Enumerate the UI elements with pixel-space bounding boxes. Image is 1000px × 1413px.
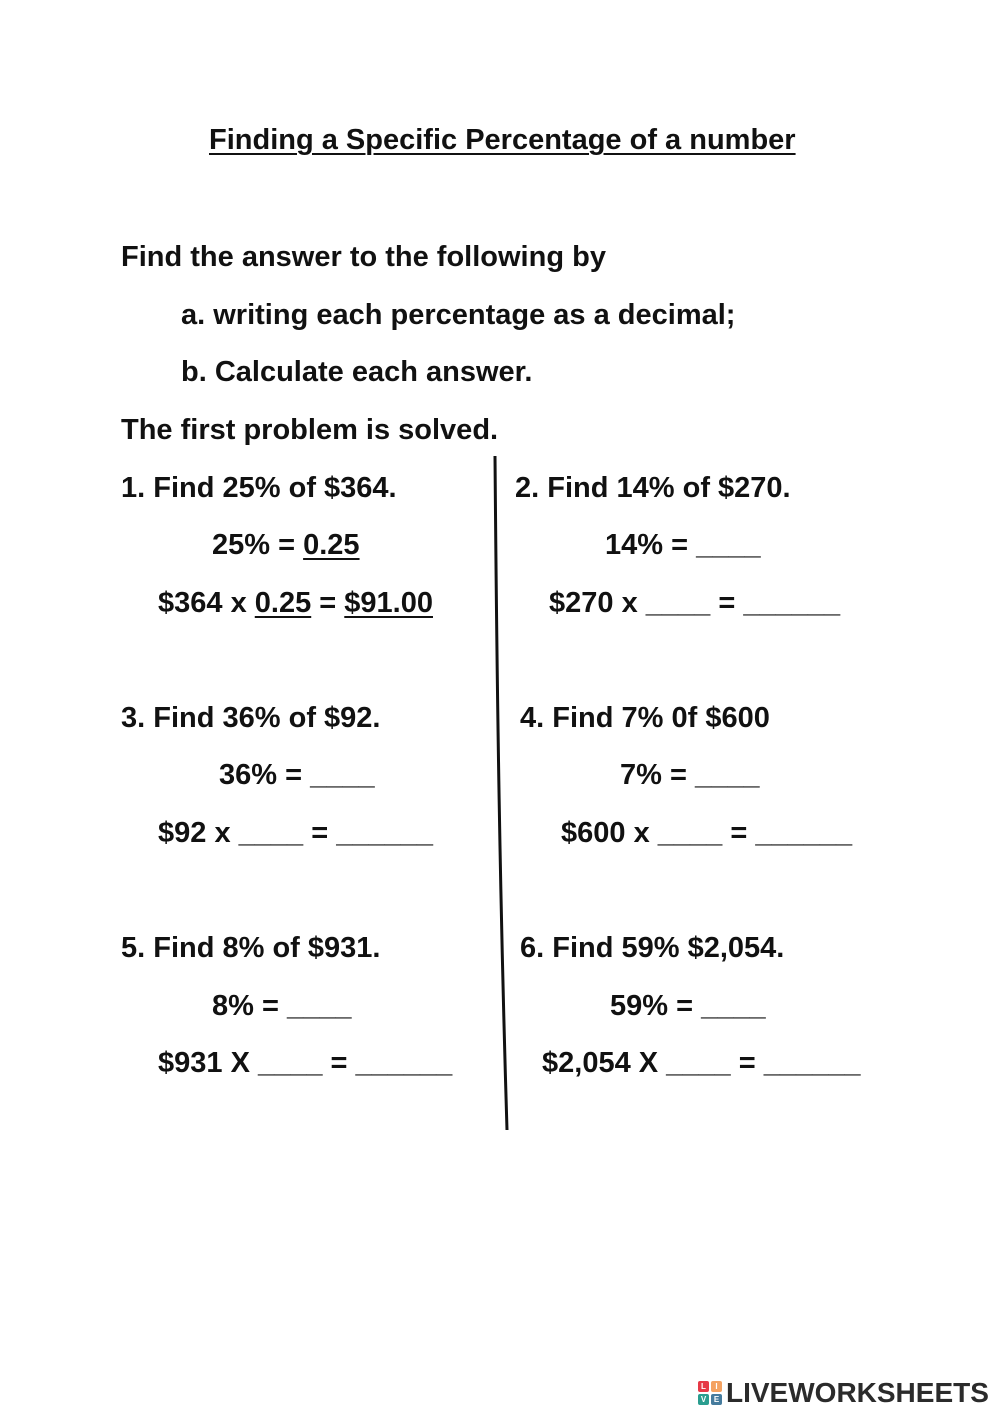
problem-1-decimal-line <box>212 531 360 560</box>
problem-1-decimal-value: 0.25 <box>303 529 360 561</box>
instructions-step-b: b. Calculate each answer. <box>181 356 533 388</box>
problem-4-question: 4. Find 7% 0f $600 <box>520 702 770 734</box>
problem-3-question: 3. Find 36% of $92. <box>121 702 381 734</box>
problem-3-calc-line[interactable]: $92 x ____ = ______ <box>158 817 433 849</box>
problem-6-calc-line[interactable]: $2,054 X ____ = ______ <box>542 1047 861 1079</box>
liveworksheets-logo-icon <box>698 1381 722 1405</box>
problem-1-calc-line <box>158 589 433 618</box>
problem-6-question: 6. Find 59% $2,054. <box>520 932 785 964</box>
problem-5-decimal-line[interactable]: 8% = ____ <box>212 990 352 1022</box>
problem-1-calc-eq: = <box>311 587 345 619</box>
problem-2-decimal-line[interactable]: 14% = ____ <box>605 529 761 561</box>
problem-4-calc-line[interactable]: $600 x ____ = ______ <box>561 817 853 849</box>
logo-letter-i: I <box>711 1381 722 1392</box>
brand-name: LIVEWORKSHEETS <box>726 1377 989 1408</box>
problem-6-decimal-line[interactable]: 59% = ____ <box>610 990 766 1022</box>
page-title: Finding a Specific Percentage of a number <box>209 124 796 156</box>
problem-3-decimal-line[interactable]: 36% = ____ <box>219 759 375 791</box>
problem-1-calc-decimal: 0.25 <box>254 587 312 619</box>
problem-1-decimal-prefix: 25% = <box>212 529 304 561</box>
problem-2-question: 2. Find 14% of $270. <box>515 472 791 504</box>
problem-4-decimal-line[interactable]: 7% = ____ <box>620 759 760 791</box>
logo-letter-e: E <box>711 1394 722 1405</box>
problem-1-calc-result: $91.00 <box>344 587 433 619</box>
problem-2-calc-line[interactable]: $270 x ____ = ______ <box>549 587 841 619</box>
instructions-intro: Find the answer to the following by <box>121 241 606 273</box>
instructions-note: The first problem is solved. <box>121 414 499 446</box>
logo-letter-l: L <box>698 1381 709 1392</box>
footer-brand[interactable] <box>698 1377 989 1409</box>
problem-1-calc-prefix: $364 x <box>158 587 255 619</box>
logo-letter-v: V <box>698 1394 709 1405</box>
problem-1-question: 1. Find 25% of $364. <box>121 472 397 504</box>
instructions-step-a: a. writing each percentage as a decimal; <box>181 299 736 331</box>
problem-5-question: 5. Find 8% of $931. <box>121 932 381 964</box>
problem-5-calc-line[interactable]: $931 X ____ = ______ <box>158 1047 453 1079</box>
